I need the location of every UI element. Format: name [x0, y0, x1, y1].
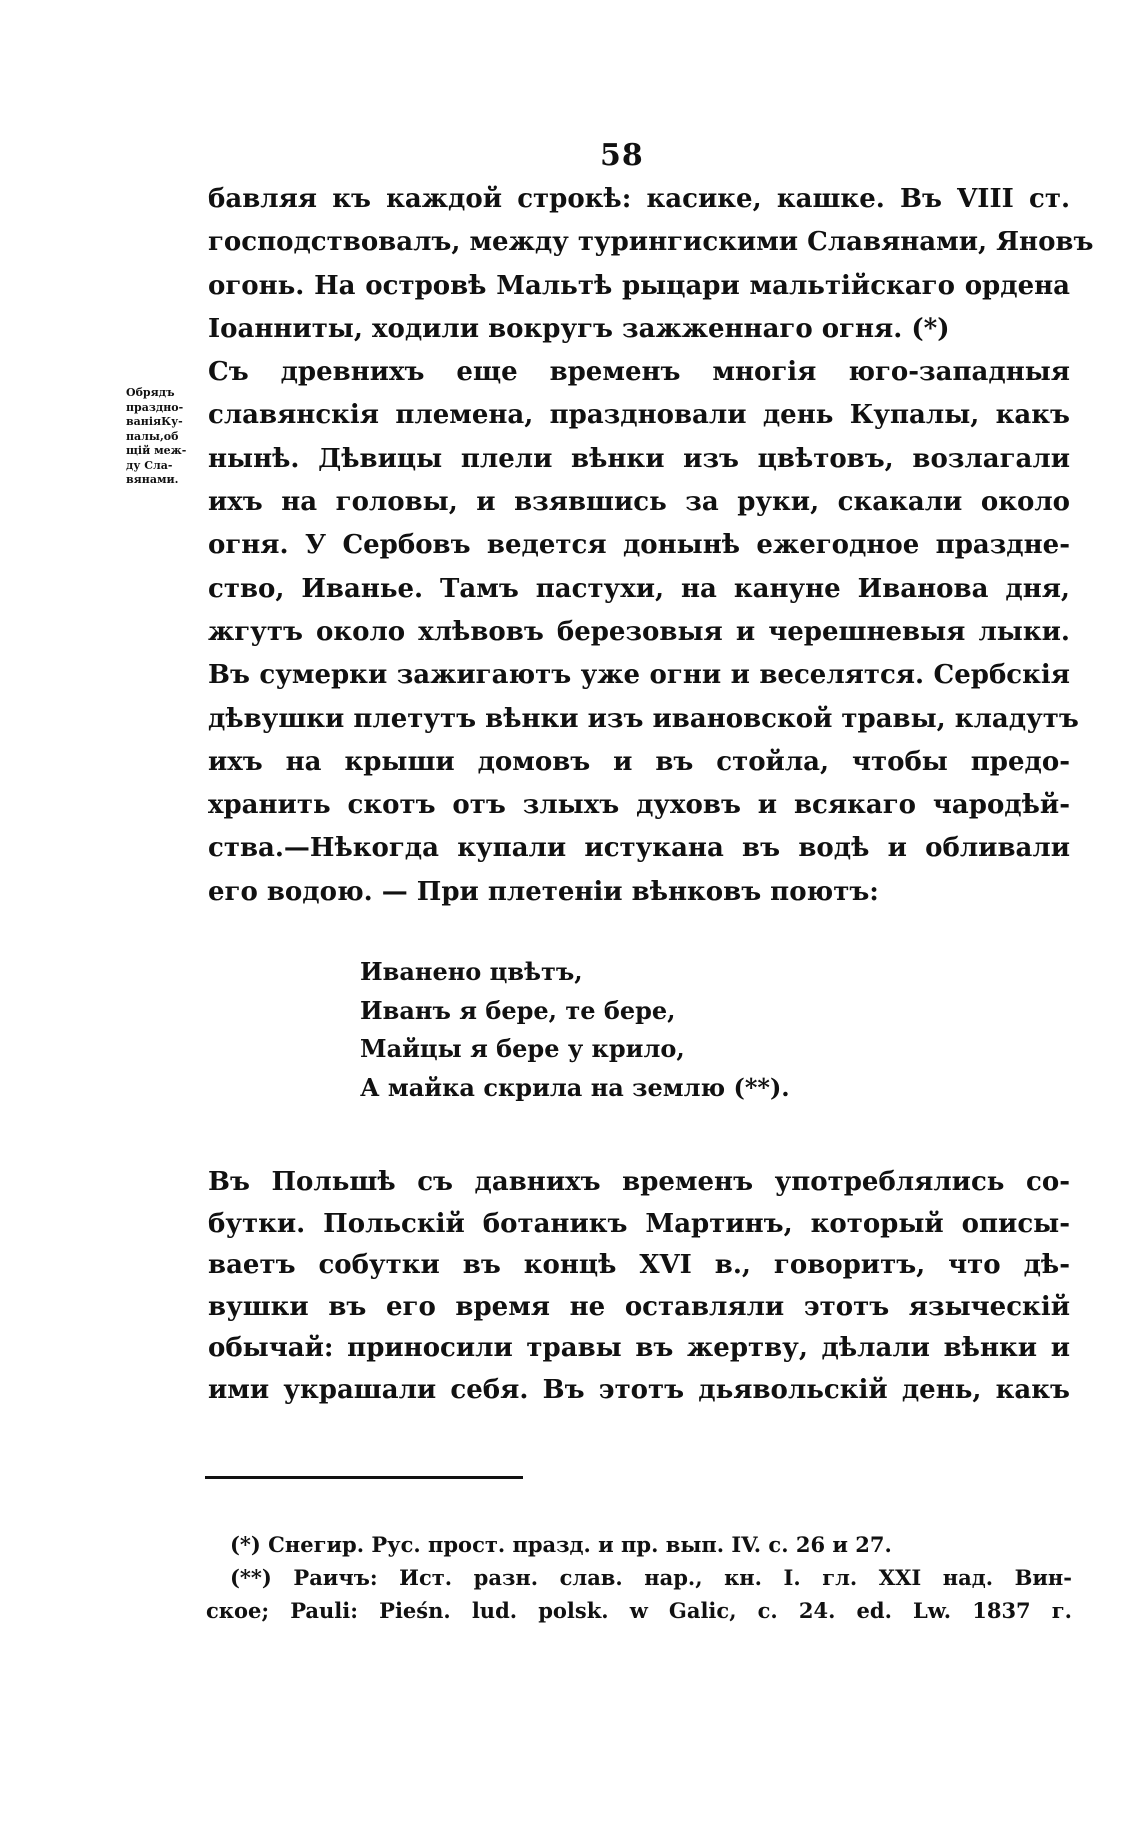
text-line: ваетъ собутки въ концѣ XVI в., говоритъ, что дѣ- [208, 1250, 1070, 1280]
text-line: Iоанниты, ходили вокругъ зажженнаго огня. (*) [208, 313, 950, 344]
poem-line: Иванъ я бере, те бере, [360, 995, 676, 1025]
marginal-note-line: Обрядъ [126, 386, 175, 399]
paragraph-2 [208, 1162, 1070, 1411]
text-line: хранить скотъ отъ злыхъ духовъ и всякаго чародѣй- [208, 790, 1070, 821]
paragraph-1 [208, 178, 1094, 914]
text-line: огня. У Сербовъ ведется донынѣ ежегодное празднe- [208, 530, 1070, 561]
footnote: (**) Раичъ: Ист. разн. слав. нар., кн. I. гл. XXI над. Вин- [230, 1565, 1072, 1590]
marginal-note-line: ду Сла- [126, 458, 173, 472]
text-line: дѣвушки плетутъ вѣнки изъ ивановской травы, кладутъ [208, 703, 1079, 734]
text-line: славянскiя племена, праздновали день Купалы, какъ [208, 400, 1070, 431]
marginal-note-line: палы,об [126, 429, 179, 443]
poem-line: Иваненo цвѣтъ, [360, 957, 583, 986]
marginal-note-line: щiй меж- [126, 444, 187, 457]
marginal-note-line: праздно- [126, 400, 184, 414]
text-line: нынѣ. Дѣвицы плели вѣнки изъ цвѣтовъ, возлагали [208, 443, 1070, 474]
page-number: 58 [600, 138, 644, 173]
text-line: огонь. На островѣ Мальтѣ рыцари мальтiйскаго ордена [208, 270, 1070, 301]
text-line: обычай: приносили травы въ жертву, дѣлали вѣнки и [208, 1333, 1070, 1363]
footnote-continuation: ское; Pauli: Pieśn. lud. polsk. w Galic, c. 24. ed. Lw. 1837 г. [206, 1598, 1072, 1623]
poem-line: Майцы я бере у крило, [360, 1034, 685, 1063]
text-line: ство, Иванье. Тамъ пастухи, на кануне Иванова дня, [208, 573, 1070, 604]
footnotes [206, 1528, 1072, 1627]
text-line: вушки въ его время не оставляли этотъ языческiй [208, 1291, 1070, 1322]
text-line: жгутъ около хлѣвовъ березовыя и черешневыя лыки. [208, 616, 1070, 647]
poem [360, 953, 880, 1107]
marginal-note-line: ванiяКу- [126, 415, 183, 428]
marginal-note [126, 386, 208, 488]
poem-line: А майка скрила на землю (**). [360, 1072, 790, 1102]
footnote-divider [205, 1476, 523, 1479]
text-line: ихъ на головы, и взявшись за руки, скакали около [208, 487, 1070, 518]
text-line: ихъ на крыши домовъ и въ стойла, чтобы предо- [208, 746, 1070, 777]
text-line: господствовалъ, между турингискими Славянами, Яновъ [208, 227, 1094, 258]
footnote: (*) Снегир. Рус. прост. празд. и пр. вып. IV. с. 26 и 27. [230, 1532, 892, 1557]
text-line: Съ древнихъ еще временъ многiя юго-западныя [208, 357, 1070, 388]
text-line: бутки. Польскiй ботаникъ Мартинъ, который описы- [208, 1208, 1070, 1239]
text-line: ими украшали себя. Въ этотъ дьявольскiй день, какъ [208, 1374, 1070, 1405]
text-line: ства.—Нѣкогда купали истукана въ водѣ и обливали [208, 833, 1070, 864]
text-line: его водою. — При плетенiи вѣнковъ поютъ: [208, 876, 879, 907]
text-line: Въ сумерки зажигаютъ уже огни и веселятся. Сербскiя [208, 660, 1070, 691]
marginal-note-line: вянами. [126, 473, 179, 486]
text-line: бавляя къ каждой строкѣ: касике, кашке. Въ VIII ст. [208, 184, 1070, 214]
text-line: Въ Польшѣ съ давнихъ временъ употреблялись со- [208, 1167, 1070, 1197]
